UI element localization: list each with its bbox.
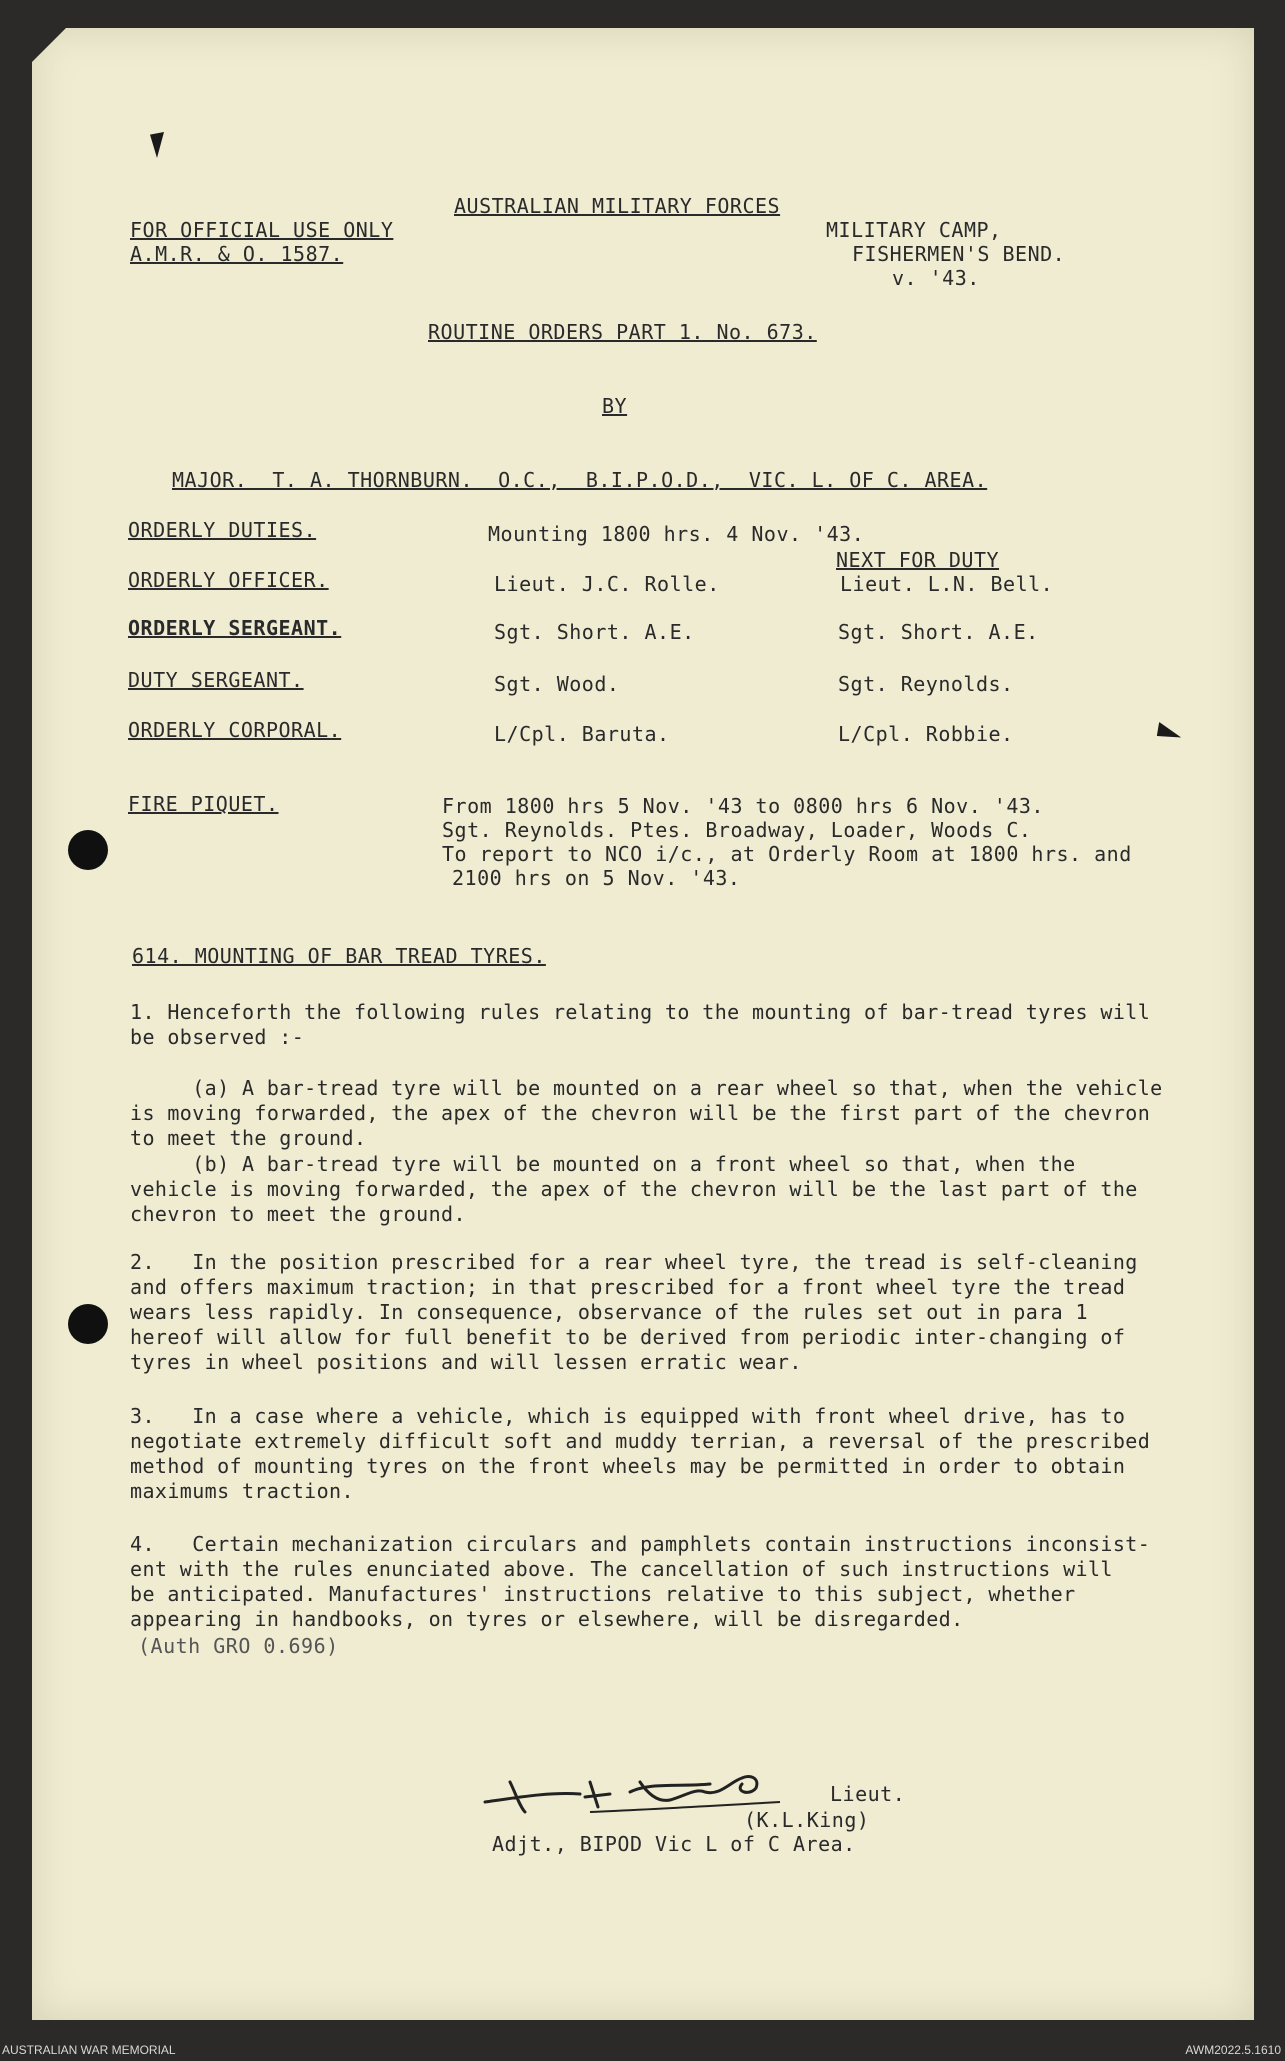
duty-current: Sgt. Short. A.E. [494,620,695,644]
duty-label: ORDERLY CORPORAL. [128,718,342,742]
paragraph-4: 4. Certain mechanization circulars and pamphlets contain instructions inconsist- ent with the rules enunciated above. The cancellation of such instructions will be anticipated. Manufactures' instructions relative to this subject, whether appearing in handbooks, on tyres or elsewhere, will be disregarded. [130,1532,1151,1631]
by-label: BY [602,394,628,418]
punch-hole-bottom [68,1304,108,1344]
fire-piquet-line: To report to NCO i/c., at Orderly Room at 1800 hrs. and [442,842,1132,866]
next-for-duty-label: NEXT FOR DUTY [836,548,1000,572]
paragraph-1: 1. Henceforth the following rules relating to the mounting of bar-tread tyres will be observed :- [130,1000,1151,1049]
tear-mark [1154,722,1183,744]
amr-reference: A.M.R. & O. 1587. [130,242,344,266]
section-heading: 614. MOUNTING OF BAR TREAD TYRES. [132,944,546,968]
punch-hole-top [68,830,108,870]
staple-tear-mark [150,132,164,158]
mounting-time: Mounting 1800 hrs. 4 Nov. '43. [488,522,865,546]
duty-label: DUTY SERGEANT. [128,668,304,692]
fire-piquet-line: 2100 hrs on 5 Nov. '43. [452,866,741,890]
paragraph-1a: (a) A bar-tread tyre will be mounted on a rear wheel so that, when the vehicle is moving forwarded, the apex of the chevron will be the first part of the chevron to meet the ground. [130,1076,1163,1150]
duty-next: L/Cpl. Robbie. [838,722,1014,746]
footer-credit: AUSTRALIAN WAR MEMORIAL [2,2043,176,2057]
official-use-label: FOR OFFICIAL USE ONLY [130,218,394,242]
paragraph-3: 3. In a case where a vehicle, which is equipped with front wheel drive, has to negotiate extremely difficult soft and muddy terrian, a reversal of the prescribed method of mounting tyres on the front wheels may be permitted in order to obtain maximums traction. [130,1404,1151,1503]
signatory-rank: Lieut. [830,1782,906,1806]
duty-next: Sgt. Reynolds. [838,672,1014,696]
duty-next: Sgt. Short. A.E. [838,620,1039,644]
folded-corner [32,28,66,62]
duty-current: Sgt. Wood. [494,672,620,696]
signatory-name: (K.L.King) [744,1808,870,1832]
duty-current: L/Cpl. Baruta. [494,722,670,746]
duty-label: ORDERLY SERGEANT. [128,616,342,640]
fire-piquet-line: From 1800 hrs 5 Nov. '43 to 0800 hrs 6 Nov. '43. [442,794,1044,818]
signatory-title: Adjt., BIPOD Vic L of C Area. [492,1832,856,1856]
footer-reference: AWM2022.5.1610 [1185,2043,1281,2057]
camp-date: v. '43. [892,266,980,290]
document-page [32,28,1254,2020]
camp-line-2: FISHERMEN'S BEND. [852,242,1066,266]
fire-piquet-line: Sgt. Reynolds. Ptes. Broadway, Loader, Woods C. [442,818,1032,842]
duty-label: ORDERLY OFFICER. [128,568,329,592]
authority-reference: (Auth GRO 0.696) [138,1634,339,1658]
routine-orders-title: ROUTINE ORDERS PART 1. No. 673. [428,320,817,344]
forces-title: AUSTRALIAN MILITARY FORCES [454,194,781,218]
duty-next: Lieut. L.N. Bell. [840,572,1054,596]
issuing-officer: MAJOR. T. A. THORNBURN. O.C., B.I.P.O.D., VIC. L. OF C. AREA. [172,468,988,492]
camp-line-1: MILITARY CAMP, [826,218,1002,242]
orderly-duties-label: ORDERLY DUTIES. [128,518,317,542]
paragraph-2: 2. In the position prescribed for a rear wheel tyre, the tread is self-cleaning and offers maximum traction; in that prescribed for a front wheel tyre the tread wears less rapidly. In consequence, observance of the rules set out in para 1 hereof will allow for full benefit to be derived from periodic inter-changing of tyres in wheel positions and will lessen erratic wear. [130,1250,1138,1374]
duty-current: Lieut. J.C. Rolle. [494,572,720,596]
fire-piquet-label: FIRE PIQUET. [128,792,279,816]
paragraph-1b: (b) A bar-tread tyre will be mounted on a front wheel so that, when the vehicle is moving forwarded, the apex of the chevron will be the last part of the chevron to meet the ground. [130,1152,1138,1226]
